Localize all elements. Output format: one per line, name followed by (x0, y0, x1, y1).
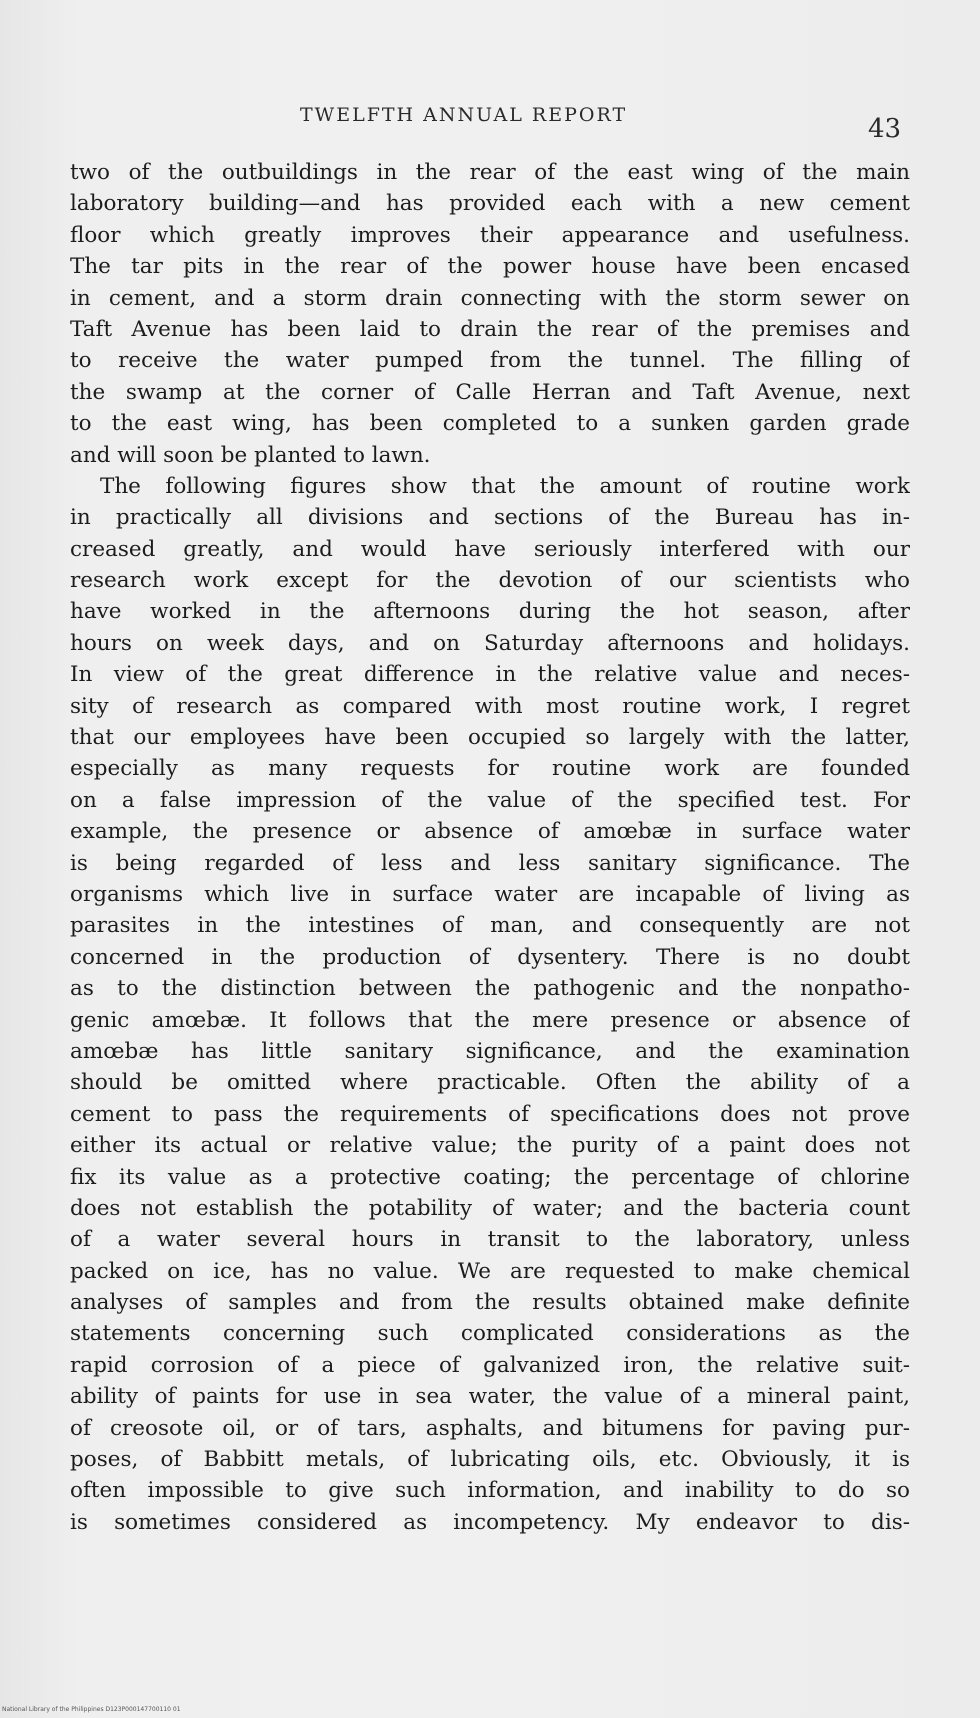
text-line: creased greatly, and would have seriously interfered with our (70, 536, 910, 562)
text-line: either its actual or relative value; the purity of a paint does not (70, 1133, 910, 1159)
text-line: is being regarded of less and less sanitary significance. The (70, 850, 910, 876)
text-line: floor which greatly improves their appearance and usefulness. (70, 222, 910, 248)
text-line: parasites in the intestines of man, and consequently are not (70, 913, 910, 939)
text-line: especially as many requests for routine work are founded (70, 756, 910, 782)
text-line: example, the presence or absence of amœbæ in surface water (70, 819, 910, 845)
text-line: statements concerning such complicated considerations as the (70, 1321, 910, 1347)
text-line: on a false impression of the value of the specified test. For (70, 787, 910, 813)
text-line: sity of research as compared with most routine work, I regret (70, 693, 910, 719)
text-line: is sometimes considered as incompetency. My endeavor to dis- (70, 1509, 910, 1535)
text-line: in cement, and a storm drain connecting with the storm sewer on (70, 285, 910, 311)
text-line: organisms which live in surface water are incapable of living as (70, 881, 910, 907)
running-head (0, 104, 980, 144)
text-line: hours on week days, and on Saturday afternoons and holidays. (70, 630, 910, 656)
text-line: laboratory building—and has provided each with a new cement (70, 191, 910, 217)
text-line: research work except for the devotion of our scientists who (70, 568, 910, 594)
text-line: cement to pass the requirements of specifications does not prove (70, 1101, 910, 1127)
text-line: packed on ice, has no value. We are requested to make chemical (70, 1258, 910, 1284)
text-line: two of the outbuildings in the rear of the east wing of the main (70, 160, 910, 185)
text-line: to the east wing, has been completed to a sunken garden grade (70, 411, 910, 437)
text-line: fix its value as a protective coating; the percentage of chlorine (70, 1164, 910, 1190)
text-line: as to the distinction between the pathogenic and the nonpatho- (70, 976, 910, 1002)
text-line: in practically all divisions and sections of the Bureau has in- (70, 505, 910, 531)
text-line: amœbæ has little sanitary significance, and the examination (70, 1038, 910, 1064)
text-line: analyses of samples and from the results obtained make definite (70, 1290, 910, 1316)
text-line: have worked in the afternoons during the hot season, after (70, 599, 910, 625)
text-line: In view of the great difference in the relative value and neces- (70, 662, 910, 688)
text-line: The tar pits in the rear of the power house have been encased (70, 254, 910, 280)
text-line: and will soon be planted to lawn. (70, 442, 431, 468)
text-line: The following figures show that the amount of routine work (100, 473, 910, 499)
page-number: 43 (868, 114, 902, 144)
text-line: does not establish the potability of water; and the bacteria count (70, 1195, 910, 1221)
running-title: TWELFTH ANNUAL REPORT (300, 104, 628, 126)
text-line: ability of paints for use in sea water, the value of a mineral paint, (70, 1384, 910, 1410)
text-line: of a water several hours in transit to the laboratory, unless (70, 1227, 910, 1253)
text-line: the swamp at the corner of Calle Herran and Taft Avenue, next (70, 379, 910, 405)
text-line: poses, of Babbitt metals, of lubricating oils, etc. Obviously, it is (70, 1447, 910, 1473)
text-line: often impossible to give such information, and inability to do so (70, 1478, 910, 1504)
text-line: to receive the water pumped from the tunnel. The filling of (70, 348, 910, 374)
body-text (70, 157, 910, 1538)
text-line: genic amœbæ. It follows that the mere presence or absence of (70, 1007, 910, 1033)
text-line: of creosote oil, or of tars, asphalts, and bitumens for paving pur- (70, 1415, 910, 1441)
paragraph-2 (70, 471, 910, 1538)
text-line: Taft Avenue has been laid to drain the rear of the premises and (70, 316, 910, 342)
text-line: concerned in the production of dysentery. There is no doubt (70, 944, 910, 970)
text-line: rapid corrosion of a piece of galvanized iron, the relative suit- (70, 1352, 910, 1378)
paragraph-1 (70, 157, 910, 471)
scan-footer-note: National Library of the Philippines D123P000147700110 01 (2, 1706, 181, 1713)
text-line: that our employees have been occupied so largely with the latter, (70, 725, 910, 751)
text-line: should be omitted where practicable. Often the ability of a (70, 1070, 910, 1096)
